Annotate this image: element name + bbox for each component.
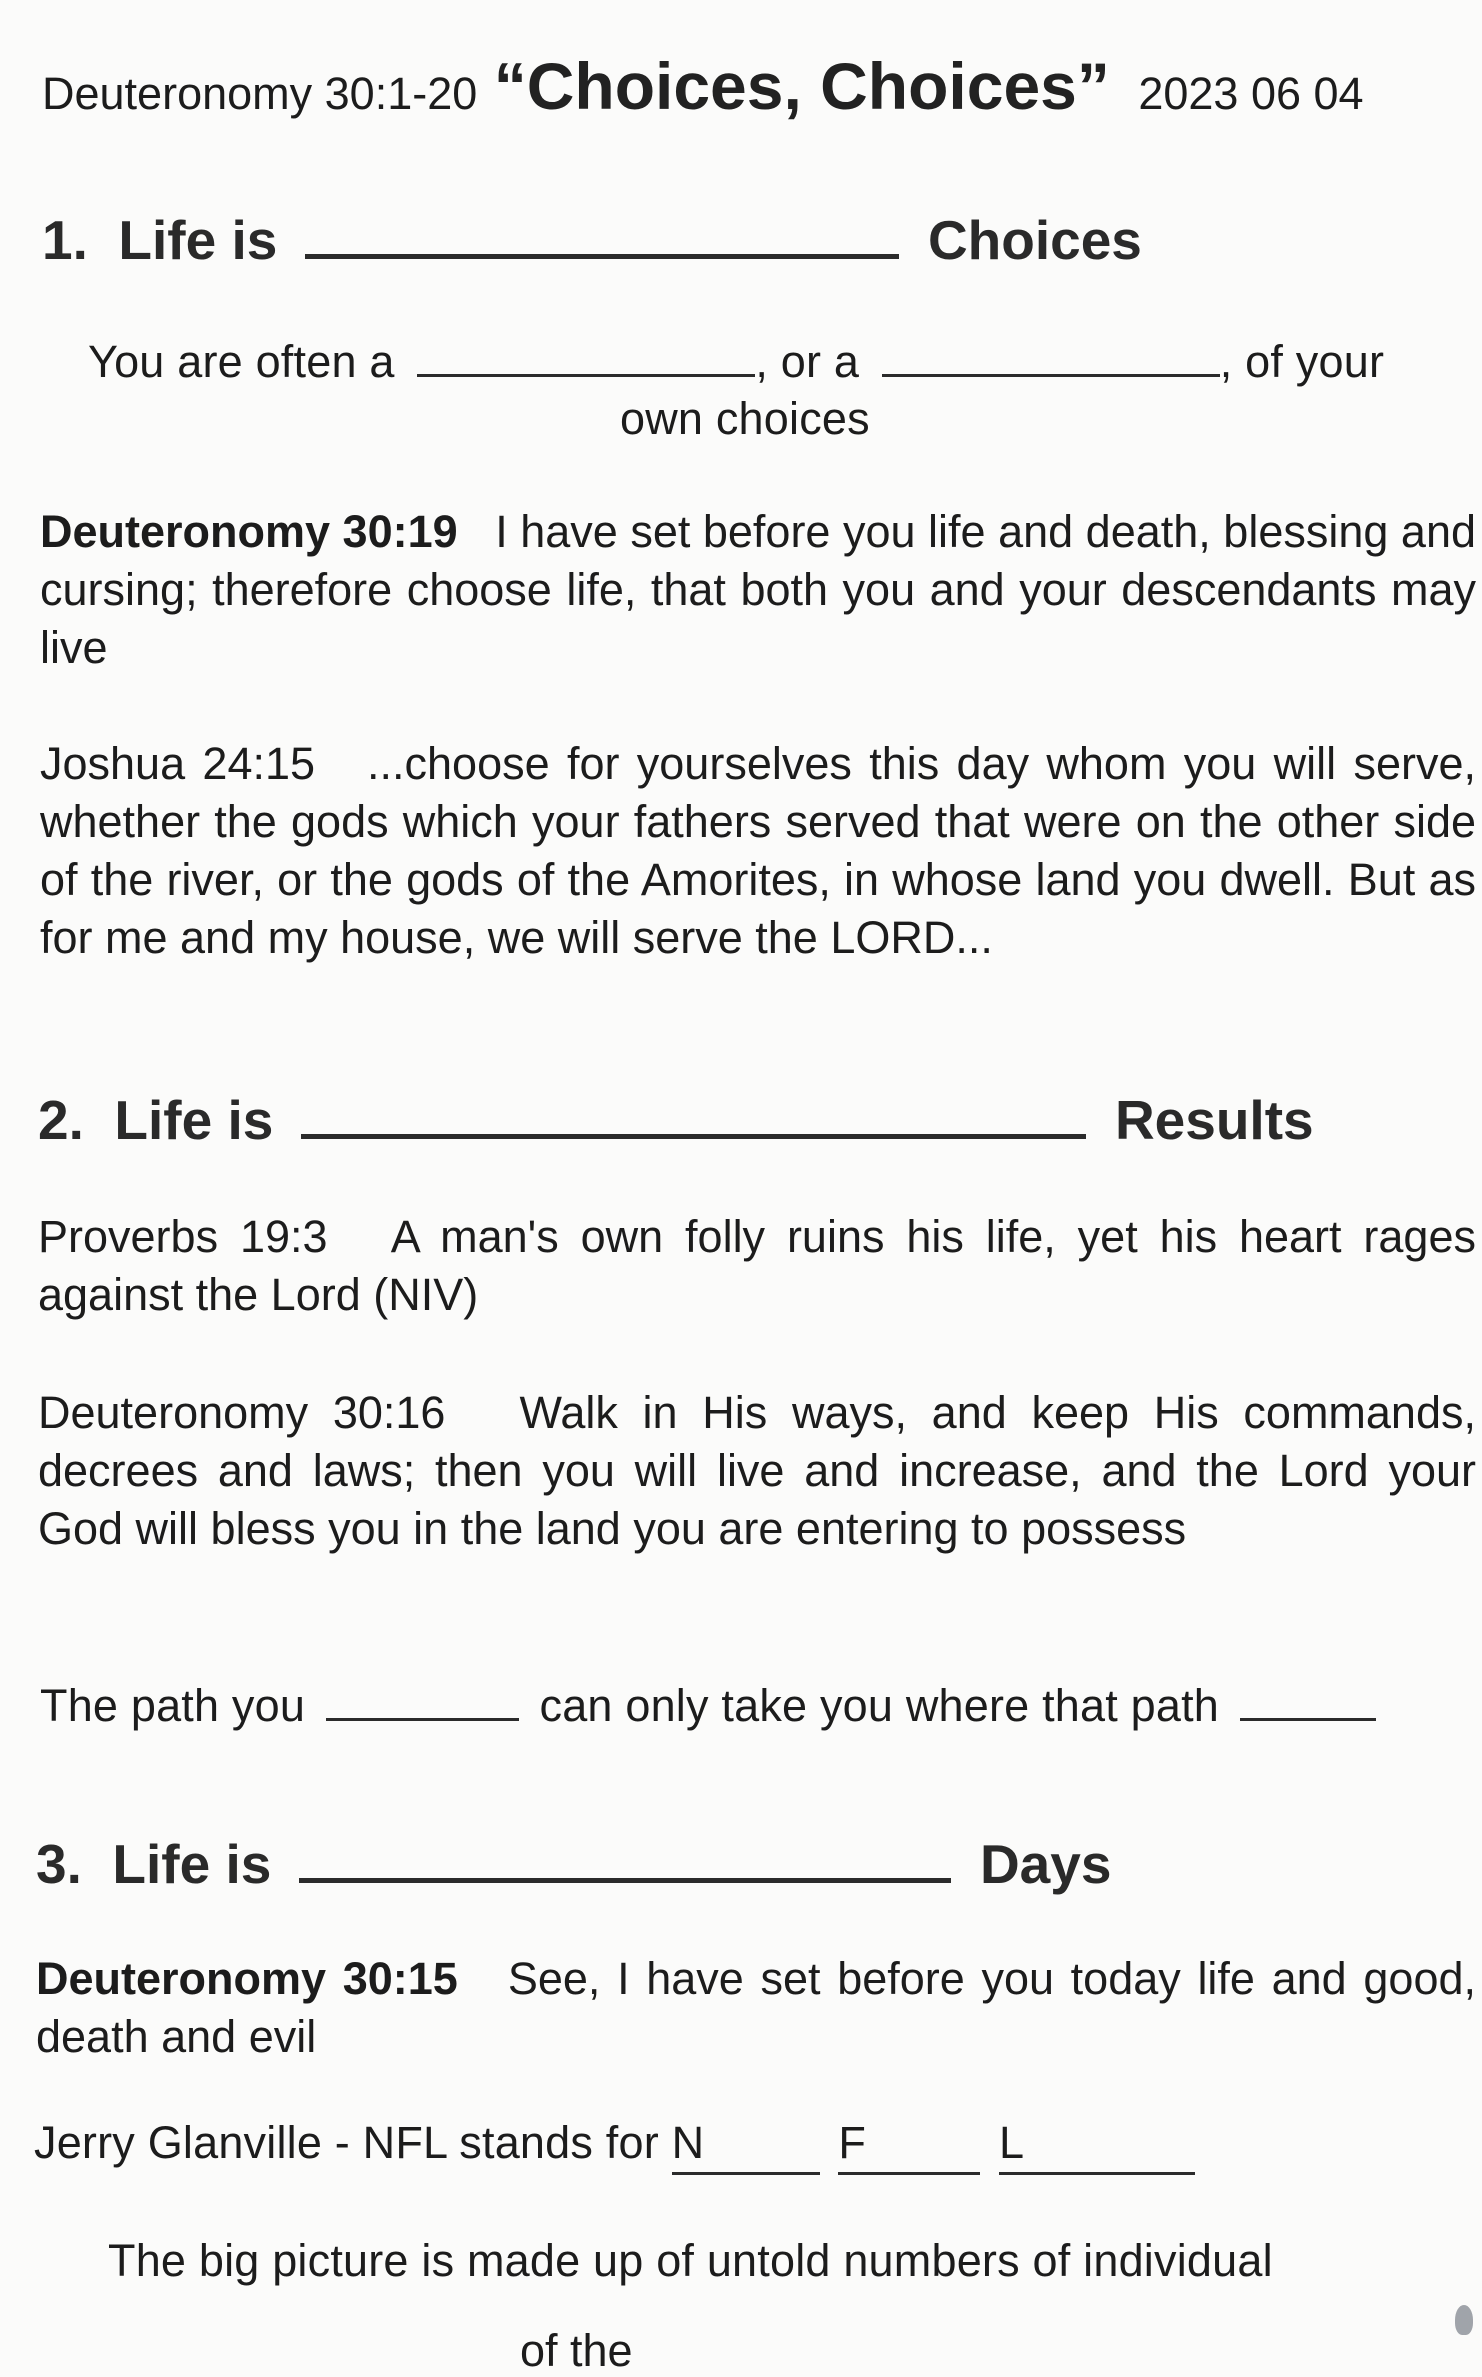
page-header: [42, 48, 1364, 124]
verse-text: A man's own folly ruins his life, yet his heart rages against the Lord (NIV): [38, 1211, 1476, 1320]
path-blank-2[interactable]: [1240, 1674, 1376, 1721]
header-scripture-ref: Deuteronomy 30:1-20: [42, 68, 478, 119]
verse-deut-30-16: [38, 1384, 1476, 1558]
verse-text: See, I have set before you today life and good, death and evil: [36, 1953, 1476, 2062]
section-3-heading: [36, 1826, 1111, 1896]
nfl-line-text: Jerry Glanville - NFL stands for: [34, 2117, 659, 2168]
fill-line-text: , of your: [1219, 336, 1385, 387]
verse-deut-30-15: [36, 1950, 1476, 2066]
section-1-blank[interactable]: [305, 202, 899, 259]
section-3-heading-prefix: 3. Life is: [36, 1833, 272, 1895]
section-2-heading-suffix: Results: [1114, 1089, 1314, 1151]
verse-ref: Deuteronomy 30:16: [38, 1387, 446, 1438]
scan-smudge-mark: [1455, 2305, 1473, 2335]
section-2-blank[interactable]: [301, 1082, 1086, 1139]
cut-off-text: of the: [520, 2325, 633, 2376]
fill-in-line-1-cont: own choices: [620, 393, 870, 444]
verse-ref: Joshua 24:15: [40, 738, 316, 789]
section-1-heading: [42, 202, 1142, 272]
section-2-heading-prefix: 2. Life is: [38, 1089, 274, 1151]
verse-ref: Deuteronomy 30:15: [36, 1953, 458, 2004]
verse-text: I have set before you life and death, blessing and cursing; therefore choose life, that both you and your descendants may live: [40, 506, 1476, 673]
section-2-heading: [38, 1082, 1314, 1152]
section-3-heading-suffix: Days: [979, 1833, 1112, 1895]
path-blank-1[interactable]: [326, 1674, 519, 1721]
section-3-blank[interactable]: [299, 1826, 951, 1883]
verse-text: ...choose for yourselves this day whom you will serve, whether the gods which your fathers served that were on the other side of the river, or the gods of the Amorites, in whose land you dwell. But as for me and my house, we will serve the LORD...: [40, 738, 1476, 963]
verse-joshua-24-15: [40, 735, 1476, 967]
nfl-letter-l: L: [999, 2117, 1025, 2168]
nfl-blank-n[interactable]: [672, 2114, 820, 2175]
verse-ref: Deuteronomy 30:19: [40, 506, 458, 557]
nfl-letter-n: N: [671, 2117, 705, 2168]
fill-blank-1[interactable]: [417, 330, 755, 377]
verse-proverbs-19-3: [38, 1208, 1476, 1324]
path-line-text: The path you: [40, 1680, 306, 1731]
fill-blank-2[interactable]: [882, 330, 1220, 377]
verse-deut-30-19: [40, 503, 1476, 677]
nfl-blank-f[interactable]: [838, 2114, 980, 2175]
fill-line-text: You are often a: [88, 336, 395, 387]
nfl-letter-f: F: [838, 2117, 867, 2168]
header-date: 2023 06 04: [1138, 68, 1364, 119]
path-fill-line: [40, 1674, 1376, 1735]
fill-line-text: , or a: [755, 336, 860, 387]
big-picture-line: The big picture is made up of untold numbers of individual: [108, 2235, 1273, 2286]
nfl-line: [34, 2114, 1195, 2175]
verse-ref: Proverbs 19:3: [38, 1211, 328, 1262]
section-1-heading-suffix: Choices: [927, 209, 1142, 271]
page-title: “Choices, Choices”: [493, 49, 1110, 123]
verse-text: Walk in His ways, and keep His commands, decrees and laws; then you will live and increase, and the Lord your God will bless you in the land you are entering to possess: [38, 1387, 1476, 1554]
fill-in-line-1: [88, 330, 1384, 391]
path-line-text: can only take you where that path: [539, 1680, 1220, 1731]
section-1-heading-prefix: 1. Life is: [42, 209, 278, 271]
nfl-blank-l[interactable]: [999, 2114, 1195, 2175]
